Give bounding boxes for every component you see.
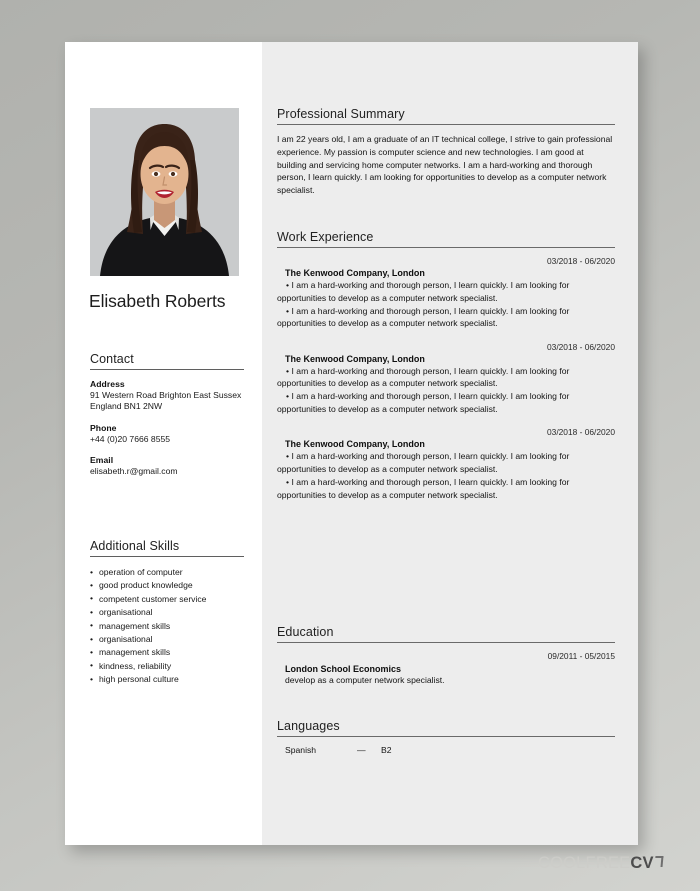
contact-section: [90, 352, 244, 487]
logo-bold-text: CV: [630, 854, 654, 872]
list-item: • management skills: [90, 646, 244, 659]
list-item: • management skills: [90, 620, 244, 633]
job-bullet: [277, 390, 615, 415]
email-label: Email: [90, 455, 114, 466]
job-title: The Kenwood Company, London: [285, 353, 425, 364]
job-date: 03/2018 - 06/2020: [547, 427, 615, 438]
phone-value: +44 (0)20 7666 8555: [90, 433, 171, 444]
bullet-icon: •: [286, 391, 290, 402]
address-label: Address: [90, 379, 125, 389]
education-entry: [277, 651, 615, 685]
job-entry: [277, 256, 615, 330]
language-separator: —: [357, 745, 366, 755]
bullet-icon: •: [286, 305, 290, 316]
list-item: • high personal culture: [90, 673, 244, 686]
email-value: elisabeth.r@gmail.com: [90, 466, 178, 477]
job-bullet: [277, 450, 615, 475]
languages-heading: Languages: [277, 719, 615, 737]
cv-right-column: [262, 42, 638, 845]
language-row: [277, 745, 615, 755]
bullet-icon: •: [286, 365, 290, 376]
contact-field-phone: [90, 423, 244, 445]
language-level: B2: [381, 745, 392, 755]
education-list: [277, 651, 615, 685]
job-entry: [277, 427, 615, 501]
avatar: [90, 108, 239, 276]
contact-heading: Contact: [90, 352, 244, 370]
job-date: 03/2018 - 06/2020: [547, 256, 615, 266]
language-list: [277, 745, 615, 755]
logo-light-text: COOLFREE: [538, 854, 631, 872]
job-title: The Kenwood Company, London: [285, 439, 425, 450]
job-entry: [277, 342, 615, 416]
job-bullet: [277, 476, 615, 501]
job-bullet-text: I am a hard-working and thorough person, I learn quickly. I am looking for opportunities to develop as a computer network specialist.: [277, 365, 570, 389]
education-description: develop as a computer network specialist.: [285, 675, 445, 685]
summary-heading: Professional Summary: [277, 107, 615, 125]
education-school: London School Economics: [285, 664, 402, 674]
job-bullet-text: I am a hard-working and thorough person, I learn quickly. I am looking for opportunities to develop as a computer network specialist.: [277, 476, 570, 500]
bullet-icon: •: [286, 476, 290, 487]
skills-section: [90, 539, 244, 687]
address-value: 91 Western Road Brighton East Sussex England BN1 2NW: [90, 390, 242, 412]
portrait-photo-icon: [90, 108, 239, 276]
cv-left-column: [65, 42, 262, 845]
work-experience-heading: Work Experience: [277, 230, 615, 248]
skills-list: [90, 566, 244, 687]
bullet-icon: •: [286, 280, 290, 290]
list-item: • kindness, reliability: [90, 660, 244, 673]
list-item: • organisational: [90, 633, 244, 646]
page-title: Elisabeth Roberts: [89, 291, 226, 311]
cv-document: [65, 42, 638, 845]
languages-section: [277, 719, 615, 755]
job-date: 03/2018 - 06/2020: [547, 341, 615, 352]
list-item: • good product knowledge: [90, 579, 244, 592]
list-item: • competent customer service: [90, 593, 244, 606]
bullet-icon: •: [286, 451, 290, 462]
list-item: • organisational: [90, 606, 244, 619]
summary-section: [277, 107, 615, 197]
education-section: [277, 625, 615, 685]
job-bullet: [277, 279, 615, 304]
job-bullet-text: I am a hard-working and thorough person, I learn quickly. I am looking for opportunities to develop as a computer network specialist.: [277, 391, 570, 414]
job-bullet-text: I am a hard-working and thorough person, I learn quickly. I am looking for opportunities to develop as a computer network specialist.: [277, 305, 570, 329]
language-name: Spanish: [285, 745, 317, 755]
phone-label: Phone: [90, 422, 117, 433]
list-item: • operation of computer: [90, 566, 244, 579]
summary-text: I am 22 years old, I am a graduate of an IT technical college, I strive to gain professional experience. My passion is computer science and new technologies. I am good at building and servicing home computer networks. I am a hard-working and thorough person, I learn quickly. I am looking for opportunities to develop as a computer network specialist.: [277, 134, 613, 196]
job-bullet-text: I am a hard-working and thorough person, I learn quickly. I am looking for opportunities to develop as a computer network specialist.: [277, 280, 570, 303]
work-experience-section: [277, 230, 615, 502]
job-list: [277, 256, 615, 501]
contact-field-email: [90, 455, 244, 477]
education-date: 09/2011 - 05/2015: [547, 651, 615, 661]
job-bullet: [277, 365, 615, 390]
job-bullet: [277, 305, 615, 330]
logo-corner-mark-icon: [654, 856, 663, 867]
coolfreecv-logo: [538, 855, 663, 872]
contact-field-address: [90, 379, 244, 413]
job-bullet-text: I am a hard-working and thorough person, I learn quickly. I am looking for opportunities to develop as a computer network specialist.: [277, 451, 570, 474]
skills-heading: Additional Skills: [90, 539, 244, 557]
job-title: The Kenwood Company, London: [285, 268, 425, 278]
education-heading: Education: [277, 625, 615, 643]
